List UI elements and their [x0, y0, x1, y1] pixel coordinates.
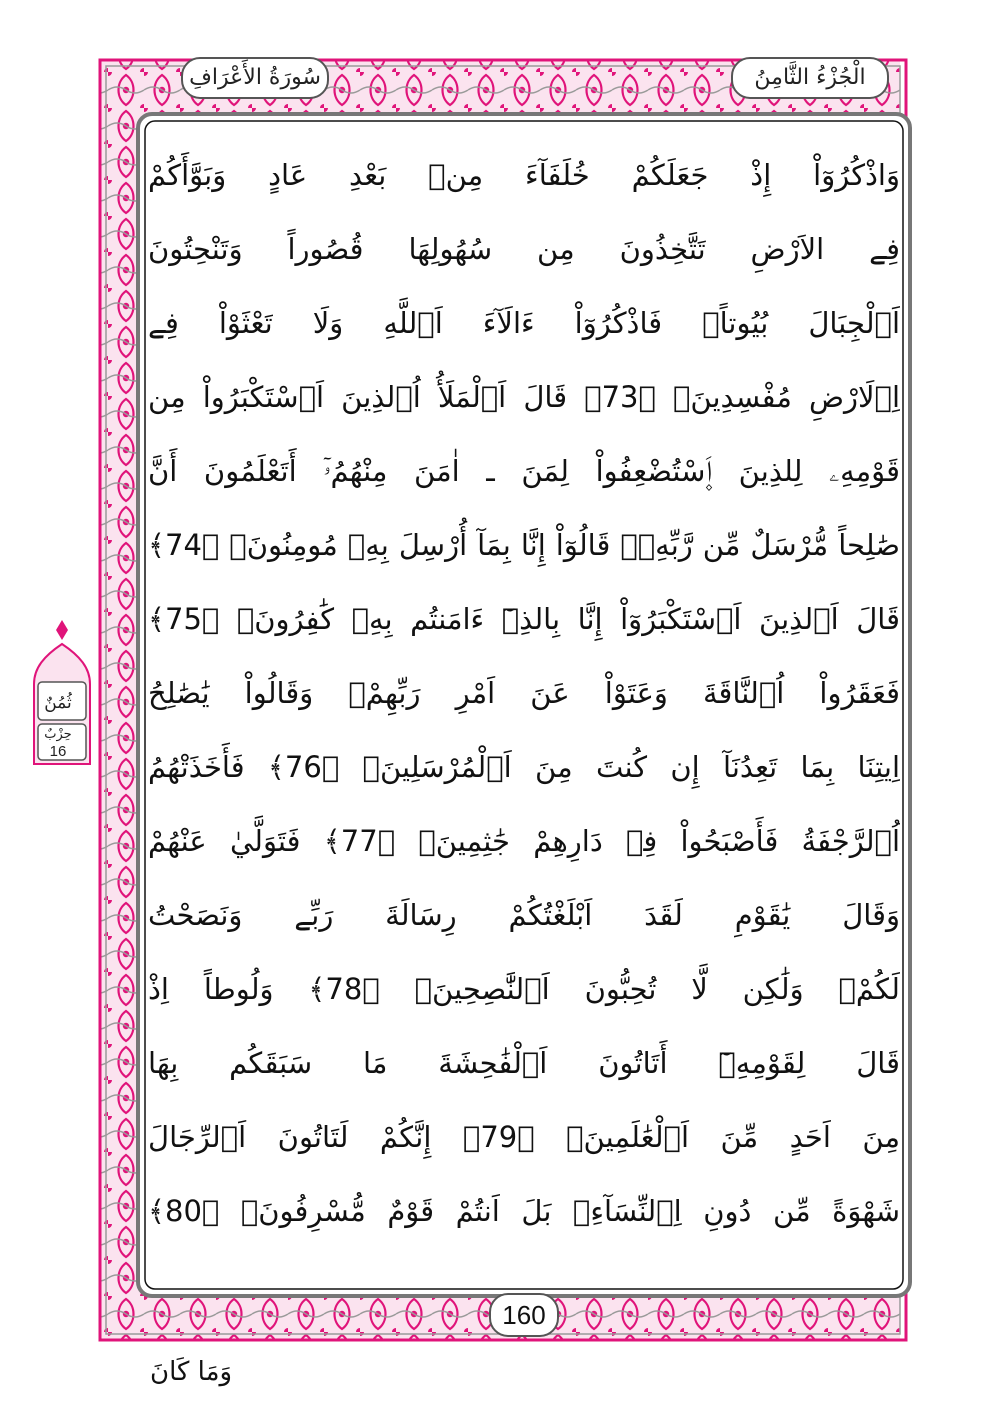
- quran-text-area: [148, 128, 900, 1283]
- text-line: وَاذْكُرُوٓاْ إِذْ جَعَلَكُمْ خُلَفَآءَ مِنۢ بَعْدِ عَادٍ وَبَوَّأَكُمْ: [148, 158, 900, 192]
- page-number: 160: [502, 1300, 546, 1330]
- text-line: قَالَ اَ۬لذِينَ اَ۪سْتَكْبَرُوٓاْ إِنَّا بِالذِےٓ ءَامَنتُم بِهِۦ كَٰفِرُونَۖ ﴿75﴾: [148, 602, 900, 636]
- text-line: اِ۬لَارْضِ مُفْسِدِينَۖ ﴿73﴾ قَالَ اَ۬لْمَلَأُ اُ۬لذِينَ اَ۪سْتَكْبَرُواْ مِن: [148, 380, 900, 414]
- hizb-number: 16: [49, 743, 67, 760]
- text-line: اِيتِنَا بِمَا تَعِدُنَآ إِن كُنتَ مِنَ اَ۬لْمُرْسَلِينَۖ ﴿76﴾ فَأَخَذَتْهُمُ: [148, 750, 900, 784]
- text-line: اُ۬لرَّجْفَةُ فَأَصْبَحُواْ فِے دَارِهِمْ جَٰثِمِينَۖ ﴿77﴾ فَتَوَلَّيٰ عَنْهُمْ: [148, 824, 900, 858]
- catchword: وَمَا كَانَ: [150, 1357, 233, 1387]
- text-line: لَكُمْۖ وَلَٰكِن لَّا تُحِبُّونَ اَ۬لنَّٰصِحِينَۖ ﴿78﴾ وَلُوطاً اِذْ: [148, 972, 900, 1006]
- thumn-label: ثُمُنٌ: [44, 693, 72, 713]
- surah-label: سُورَةُ الأَعْرَافِ: [189, 65, 321, 90]
- text-line: وَقَالَ يَٰقَوْمِ لَقَدَ اَبْلَغْتُكُمْ رِسَالَةَ رَبِّے وَنَصَحْتُ: [148, 898, 900, 932]
- text-line: قَالَ لِقَوْمِهِۦٓ أَتَاتُونَ اَ۬لْفَٰحِشَةَ مَا سَبَقَكُم بِهَا: [148, 1046, 900, 1080]
- text-line: فَعَقَرُواْ اُ۬لنَّاقَةَ وَعَتَوْاْ عَنَ اَمْرِ رَبِّهِمْۖ وَقَالُواْ يَٰصَٰلِحُ: [148, 676, 900, 710]
- text-line: اَ۬لْجِبَالَ بُيُوتاًۖ فَاذْكُرُوٓاْ ءَالَآءَ اَ۬للَّهِ وَلَا تَعْثَوْاْ فِے: [148, 306, 900, 340]
- text-line: مِنَ اَحَدٍ مِّنَ اَ۬لْعَٰلَمِينَۖ ﴿79﴾ إِنَّكُمْ لَتَاتُونَ اَ۬لرِّجَالَ: [148, 1120, 900, 1154]
- text-line: فِے الاَرْضِ تَتَّخِذُونَ مِن سُهُولِهَا قُصُوراً وَتَنْحِتُونَ: [148, 232, 900, 266]
- juz-label: الْجُزْءُ الثَّامِنُ: [754, 65, 866, 90]
- text-line: صَٰلِحاً مُّرْسَلٌ مِّن رَّبِّهِۦۖ قَالُوٓاْ إِنَّا بِمَآ أُرْسِلَ بِهِۦ مُومِنُونَۖ ﴿74﴾: [148, 528, 900, 562]
- text-line: شَهْوَةً مِّن دُونِ اِ۬لنِّسَآءِۖ بَلَ اَنتُمْ قَوْمٌ مُّسْرِفُونَۖ ﴿80﴾: [148, 1194, 900, 1228]
- text-line: قَوْمِهِۦ لِلذِينَ اَ۪سْتُضْعِفُواْ لِمَنَ ـ اٰمَنَ مِنْهُمُۥٓ أَتَعْلَمُونَ أَنَّ: [148, 454, 900, 488]
- hizb-label: حِزْبٌ: [44, 727, 72, 742]
